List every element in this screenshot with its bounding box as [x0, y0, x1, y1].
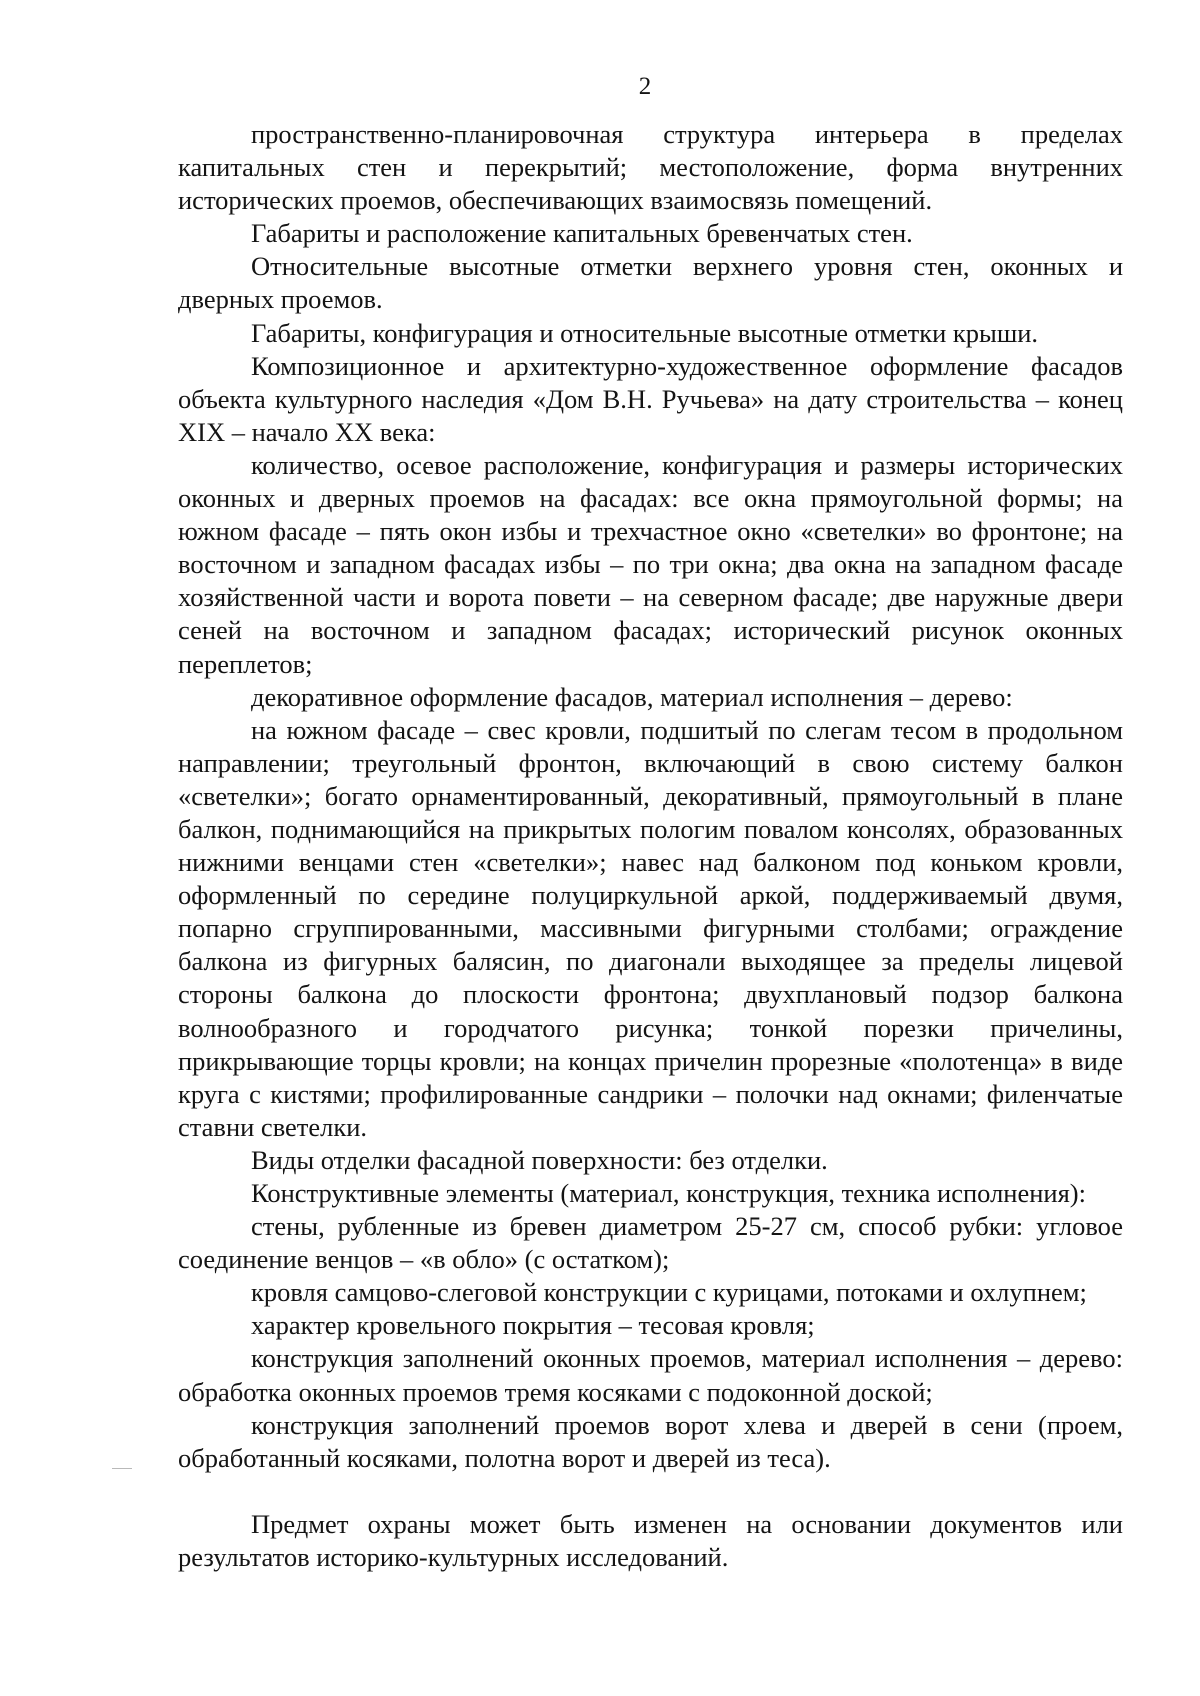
document-body — [178, 118, 1123, 1574]
paragraph-facade-design: Композиционное и архитектурно-художественное оформление фасадов объекта культурного наследия «Дом В.Н. Ручьева» на дату строительства – конец XIX – начало XX века: — [178, 350, 1123, 447]
paragraph-gate-fill: конструкция заполнений проемов ворот хлева и дверей в сени (проем, обработанный косяками, полотна ворот и дверей из теса). — [178, 1409, 1123, 1473]
paragraph-roof-dimensions: Габариты, конфигурация и относительные высотные отметки крыши. — [251, 317, 1039, 348]
page-number: 2 — [638, 73, 652, 100]
margin-mark — [112, 1468, 132, 1469]
paragraph-roof-covering: характер кровельного покрытия – тесовая кровля; — [251, 1310, 815, 1341]
paragraph-structural-elements: Конструктивные элементы (материал, конструкция, техника исполнения): — [251, 1178, 1086, 1208]
paragraph-walls: стены, рубленные из бревен диаметром 25-27 см, способ рубки: угловое соединение венцов – «в обло» (с остатком); — [178, 1211, 1123, 1275]
paragraph-south-facade: на южном фасаде – свес кровли, подшитый по слегам тесом в продольном направлении; треугольный фронтон, включающий в свою систему балкон «светелки»; богато орнаментированный, декоративный, прямоугольный в плане балкон, поднимающийся на прикрытых пологим повалом консолях, образованных нижними венцами стен «светелки»; навес над балконом под коньком кровли, оформленный по середине полуциркульной аркой, поддерживаемый двумя, попарно сгруппированными, массивными фигурными столбами; ограждение балкона из фигурных балясин, по диагонали выходящее за пределы лицевой стороны балкона до плоскости фронтона; двухплановый подзор балкона волнообразного и городчатого рисунка; тонкой порезки причелины, прикрывающие торцы кровли; на концах причелин прорезные «полотенца» в виде круга с кистями; профилированные сандрики – полочки над окнами; филенчатые ставни светелки. — [178, 714, 1123, 1142]
paragraph-interior-structure: пространственно-планировочная структура интерьера в пределах капитальных стен и перекрытий; местоположение, форма внутренних исторических проемов, обеспечивающих взаимосвязь помещений. — [178, 119, 1123, 216]
paragraph-openings: количество, осевое расположение, конфигурация и размеры исторических оконных и дверных проемов на фасадах: все окна прямоугольной формы; на южном фасаде – пять окон избы и трехчастное окно «светелки» во фронтоне; на восточном и западном фасадах избы – по три окна; два окна на западном фасаде хозяйственной части и ворота повети – на северном фасаде; две наружные двери сеней на восточном и западном фасадах; исторический рисунок оконных переплетов; — [178, 449, 1123, 679]
paragraph-roof: кровля самцово-слеговой конструкции с курицами, потоками и охлупнем; — [251, 1277, 1087, 1308]
paragraph-window-fill: конструкция заполнений оконных проемов, материал исполнения – дерево: обработка оконных проемов тремя косяками с подоконной доской; — [178, 1343, 1123, 1407]
paragraph-closing: Предмет охраны может быть изменен на основании документов или результатов историко-культурных исследований. — [178, 1508, 1123, 1572]
paragraph-decorative: декоративное оформление фасадов, материал исполнения – дерево: — [251, 681, 1013, 712]
paragraph-finish-types: Виды отделки фасадной поверхности: без отделки. — [251, 1144, 828, 1175]
paragraph-wall-dimensions: Габариты и расположение капитальных бревенчатых стен. — [251, 218, 913, 249]
paragraph-height-marks: Относительные высотные отметки верхнего уровня стен, оконных и дверных проемов. — [178, 251, 1123, 315]
